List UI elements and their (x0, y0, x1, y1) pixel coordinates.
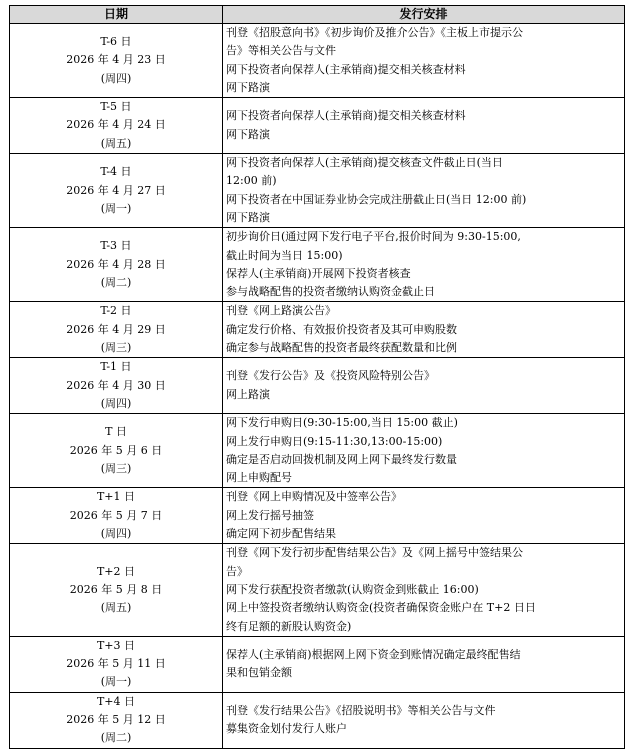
table-row (10, 692, 625, 748)
arrangement-line: 网下路演 (226, 210, 270, 224)
arrangement-line: 确定是否启动回拨机制及网上网下最终发行数量 (226, 452, 457, 466)
date-cell (10, 154, 223, 228)
date-cell (10, 24, 223, 98)
arrangement-line: 保荐人(主承销商)开展网下投资者核查 (226, 266, 411, 280)
arrangement-cell (223, 414, 625, 488)
weekday-label: (周二) (100, 731, 132, 745)
calendar-date: 2026 年 4 月 30 日 (66, 378, 166, 392)
date-cell (10, 544, 223, 636)
weekday-label: (周五) (100, 601, 132, 615)
date-cell (10, 358, 223, 414)
trading-day-label: T+1 日 (96, 490, 136, 504)
trading-day-label: T-3 日 (100, 239, 132, 253)
arrangement-cell (223, 98, 625, 154)
arrangement-line: 告》等相关公告与文件 (226, 44, 336, 58)
arrangement-line: 12:00 前) (226, 174, 277, 188)
calendar-date: 2026 年 5 月 12 日 (66, 712, 166, 726)
arrangement-line: 网下投资者在中国证券业协会完成注册截止日(当日 12:00 前) (226, 192, 527, 206)
arrangement-line: 网下发行获配投资者缴款(认购资金到账截止 16:00) (226, 582, 479, 596)
arrangement-cell (223, 692, 625, 748)
arrangement-line: 网下路演 (226, 127, 270, 141)
arrangement-line: 网下发行申购日(9:30-15:00,当日 15:00 截止) (226, 416, 458, 430)
arrangement-line: 参与战略配售的投资者缴纳认购资金截止日 (226, 285, 435, 299)
calendar-date: 2026 年 4 月 24 日 (66, 118, 166, 132)
date-cell (10, 98, 223, 154)
arrangement-cell (223, 488, 625, 544)
table-row (10, 544, 625, 636)
trading-day-label: T-6 日 (100, 35, 132, 49)
weekday-label: (周三) (100, 341, 132, 355)
arrangement-line: 确定网下初步配售结果 (226, 527, 336, 541)
date-cell (10, 692, 223, 748)
arrangement-line: 网下投资者向保荐人(主承销商)提交核查文件截止日(当日 (226, 156, 503, 170)
trading-day-label: T+3 日 (96, 638, 136, 652)
arrangement-line: 刊登《发行公告》及《投资风险特别公告》 (226, 369, 435, 383)
arrangement-line: 刊登《招股意向书》《初步询价及推介公告》《主板上市提示公 (226, 26, 523, 39)
table-row (10, 488, 625, 544)
table-row (10, 154, 625, 228)
table-row (10, 98, 625, 154)
table-header-row (10, 6, 625, 24)
trading-day-label: T+4 日 (96, 694, 136, 708)
arrangement-line: 截止时间为当日 15:00) (226, 248, 343, 262)
table-row (10, 358, 625, 414)
calendar-date: 2026 年 4 月 28 日 (66, 257, 166, 271)
date-cell (10, 488, 223, 544)
table-row (10, 228, 625, 302)
table-row (10, 414, 625, 488)
arrangement-line: 网下投资者向保荐人(主承销商)提交相关核查材料 (226, 109, 466, 123)
trading-day-label: T 日 (105, 425, 127, 439)
arrangement-cell (223, 154, 625, 228)
arrangement-cell (223, 302, 625, 358)
calendar-date: 2026 年 5 月 11 日 (66, 657, 166, 671)
date-cell (10, 228, 223, 302)
arrangement-line: 刊登《网下发行初步配售结果公告》及《网上摇号中签结果公 (226, 546, 523, 560)
arrangement-cell (223, 544, 625, 636)
issuance-schedule-table (9, 5, 625, 749)
weekday-label: (周二) (100, 276, 132, 289)
calendar-date: 2026 年 4 月 23 日 (66, 53, 166, 67)
arrangement-line: 果和包销金额 (226, 666, 292, 680)
arrangement-line: 网上发行摇号抽签 (226, 508, 314, 522)
weekday-label: (周一) (100, 201, 132, 215)
arrangement-cell (223, 636, 625, 692)
calendar-date: 2026 年 5 月 8 日 (69, 582, 163, 596)
trading-day-label: T-5 日 (100, 100, 132, 114)
arrangement-line: 告》 (226, 564, 248, 578)
arrangement-line: 刊登《网上申购情况及中签率公告》 (226, 490, 402, 504)
arrangement-line: 网上中签投资者缴纳认购资金(投资者确保资金账户在 T+2 日日 (226, 601, 536, 615)
table-row (10, 302, 625, 358)
arrangement-line: 网上发行申购日(9:15-11:30,13:00-15:00) (226, 434, 443, 448)
arrangement-line: 初步询价日(通过网下发行电子平台,报价时间为 9:30-15:00, (226, 230, 521, 244)
weekday-label: (周三) (100, 461, 132, 475)
trading-day-label: T-2 日 (100, 304, 132, 318)
arrangement-cell (223, 228, 625, 302)
arrangement-line: 网下投资者向保荐人(主承销商)提交相关核查材料 (226, 62, 466, 76)
weekday-label: (周一) (100, 675, 132, 689)
table-row (10, 24, 625, 98)
trading-day-label: T-4 日 (100, 165, 132, 179)
arrangement-line: 刊登《发行结果公告》《招股说明书》等相关公告与文件 (226, 703, 496, 717)
calendar-date: 2026 年 4 月 27 日 (66, 183, 166, 197)
arrangement-line: 保荐人(主承销商)根据网上网下资金到账情况确定最终配售结 (226, 647, 521, 661)
table-row (10, 636, 625, 692)
arrangement-column-header: 发行安排 (223, 6, 625, 24)
arrangement-line: 终有足额的新股认购资金) (226, 619, 352, 633)
calendar-date: 2026 年 4 月 29 日 (66, 322, 166, 336)
arrangement-line: 网下路演 (226, 80, 270, 94)
weekday-label: (周四) (100, 527, 132, 541)
arrangement-line: 刊登《网上路演公告》 (226, 304, 336, 318)
weekday-label: (周五) (100, 136, 132, 150)
arrangement-line: 确定发行价格、有效报价投资者及其可申购股数 (226, 322, 457, 336)
date-cell (10, 302, 223, 358)
date-cell (10, 414, 223, 488)
arrangement-line: 网上路演 (226, 387, 270, 401)
arrangement-line: 网上申购配号 (226, 471, 292, 485)
arrangement-line: 募集资金划付发行人账户 (226, 722, 347, 736)
schedule-body (10, 24, 625, 749)
arrangement-cell (223, 24, 625, 98)
date-column-header: 日期 (10, 6, 223, 24)
calendar-date: 2026 年 5 月 7 日 (69, 508, 163, 522)
date-cell (10, 636, 223, 692)
weekday-label: (周四) (100, 71, 132, 85)
calendar-date: 2026 年 5 月 6 日 (69, 443, 163, 457)
arrangement-line: 确定参与战略配售的投资者最终获配数量和比例 (226, 341, 457, 355)
trading-day-label: T+2 日 (96, 564, 136, 578)
weekday-label: (周四) (100, 396, 132, 410)
trading-day-label: T-1 日 (100, 360, 132, 374)
arrangement-cell (223, 358, 625, 414)
